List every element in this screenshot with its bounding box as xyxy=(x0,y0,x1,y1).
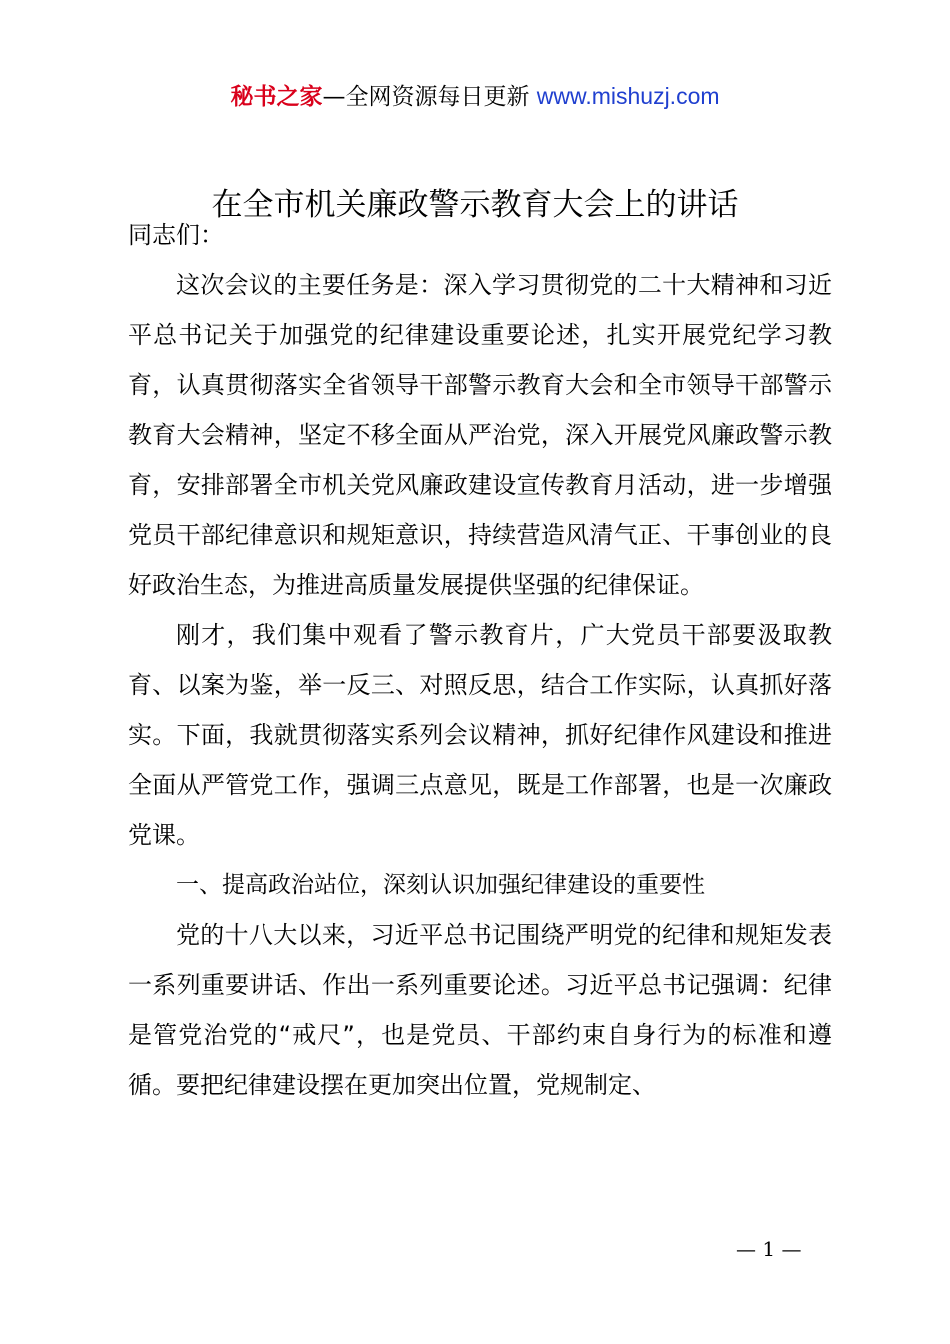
page-number: — 1 — xyxy=(736,1237,802,1261)
body-paragraph: 党的十八大以来，习近平总书记围绕严明党的纪律和规矩发表一系列重要讲话、作出一系列重要论述。习近平总书记强调：纪律是管党治党的“戒尺”，也是党员、干部约束自身行为的标准和遵循。要把纪律建设摆在更加突出位置，党规制定、 xyxy=(128,921,832,1099)
body-paragraph: 刚才，我们集中观看了警示教育片，广大党员干部要汲取教育、以案为鉴，举一反三、对照反思，结合工作实际，认真抓好落实。下面，我就贯彻落实系列会议精神，抓好纪律作风建设和推进全面从严管党工作，强调三点意见，既是工作部署，也是一次廉政党课。 xyxy=(128,621,832,849)
document-title: 在全市机关廉政警示教育大会上的讲话 xyxy=(211,187,739,223)
section-heading: 一、提高政治站位，深刻认识加强纪律建设的重要性 xyxy=(176,872,705,898)
document-body xyxy=(128,210,832,1110)
salutation: 同志们： xyxy=(128,221,224,249)
site-header xyxy=(0,80,950,113)
site-url-link[interactable]: www.mishuzj.com xyxy=(536,83,720,109)
brand-name: 秘书之家 xyxy=(230,84,323,110)
header-tagline: —全网资源每日更新 xyxy=(322,84,530,110)
body-paragraph: 这次会议的主要任务是：深入学习贯彻党的二十大精神和习近平总书记关于加强党的纪律建设重要论述，扎实开展党纪学习教育，认真贯彻落实全省领导干部警示教育大会和全市领导干部警示教育大会精神，坚定不移全面从严治党，深入开展党风廉政警示教育，安排部署全市机关党风廉政建设宣传教育月活动，进一步增强党员干部纪律意识和规矩意识，持续营造风清气正、干事创业的良好政治生态，为推进高质量发展提供坚强的纪律保证。 xyxy=(128,271,832,599)
